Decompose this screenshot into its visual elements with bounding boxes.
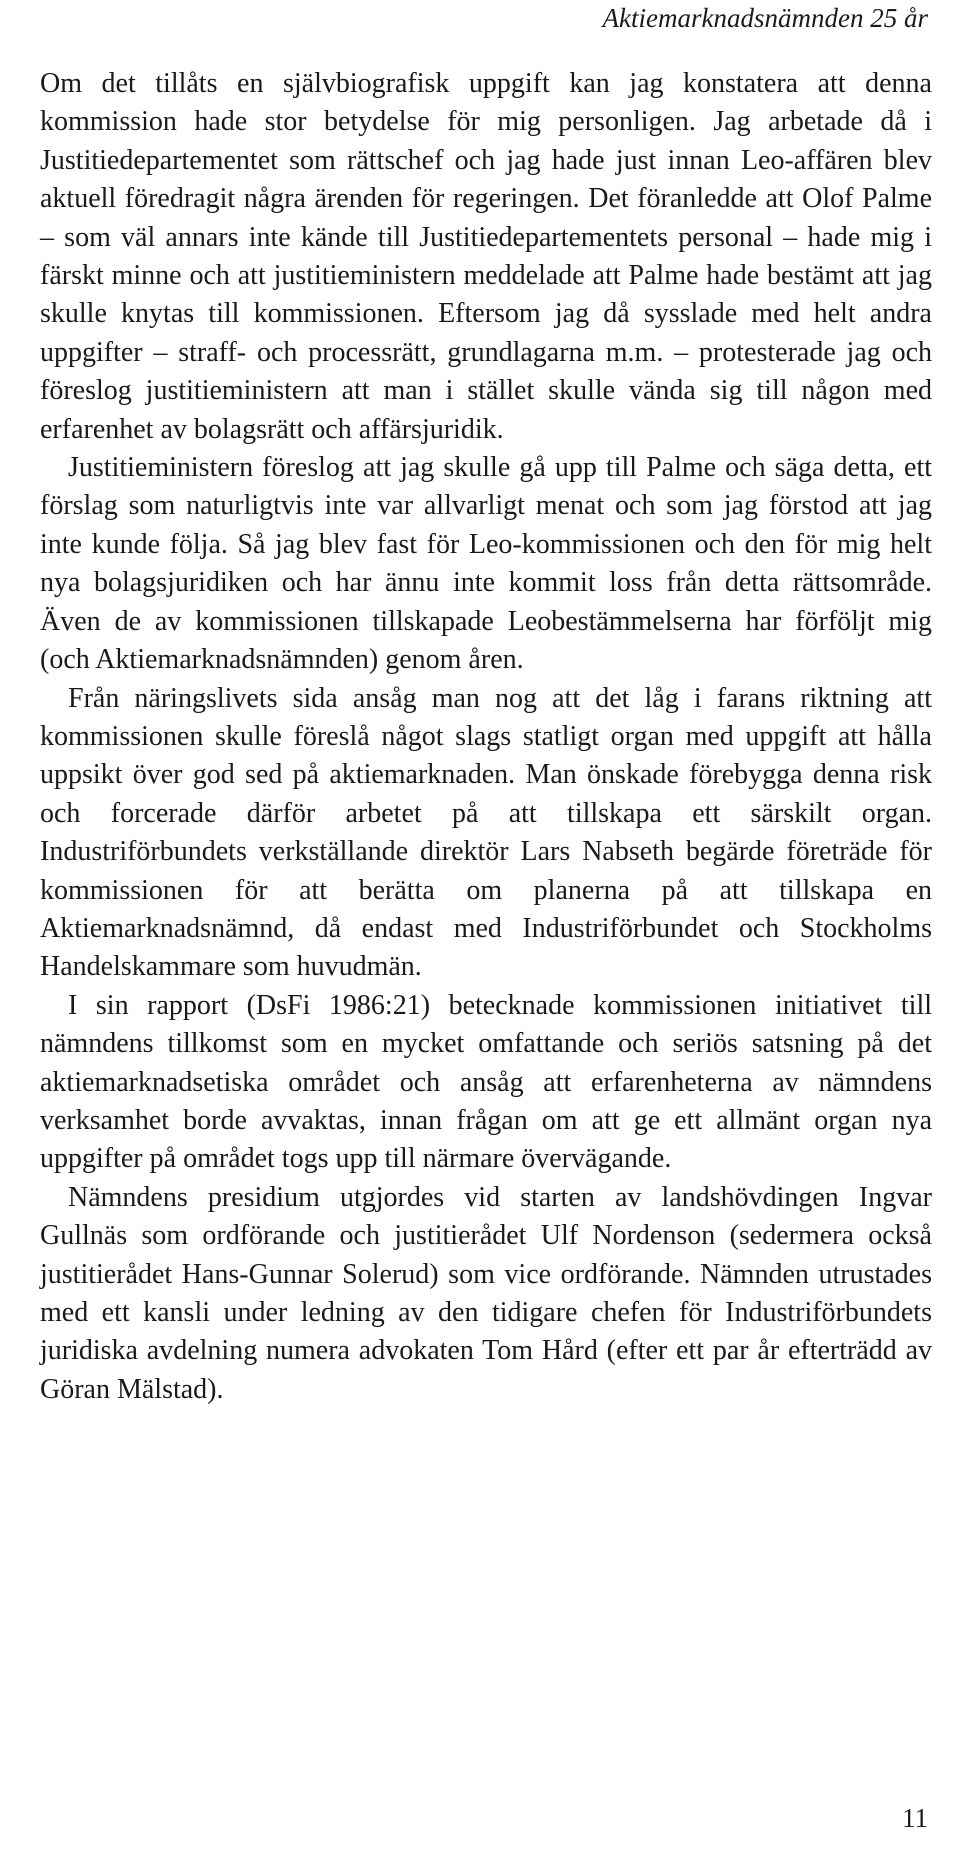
paragraph: Nämndens presidium utgjordes vid starten av landshövdingen Ingvar Gullnäs som ordförande och justitierådet Ulf Nordenson (sedermera också justitierådet Hans-Gunnar Solerud) som vice ordförande. Nämnden utrustades med ett kansli under ledning av den tidigare chefen för Industriförbundets juridiska avdelning numera advokaten Tom Hård (efter ett par år efterträdd av Göran Mälstad).	[40, 1181, 932, 1405]
body-text	[40, 65, 932, 1409]
running-header: Aktiemarknadsnämnden 25 år	[602, 3, 928, 33]
paragraph: Om det tillåts en självbiografisk uppgift kan jag konstatera att denna kommission hade stor betydelse för mig personligen. Jag arbetade då i Justitiedepartementet som rättschef och jag hade just innan Leo-affären blev aktuell föredragit några ärenden för regeringen. Det föranledde att Olof Palme – som väl annars inte kände till Justitiedepartementets personal – hade mig i färskt minne och att justitieministern meddelade att Palme hade bestämt att jag skulle knytas till kommissionen. Eftersom jag då sysslade med helt andra uppgifter – straff- och processrätt, grundlagarna m.m. – protesterade jag och föreslog justitieministern att man i stället skulle vända sig till någon med erfarenhet av bolagsrätt och affärsjuridik.	[40, 68, 932, 445]
paragraph: Justitieministern föreslog att jag skulle gå upp till Palme och säga detta, ett förslag som naturligtvis inte var allvarligt menat och som jag förstod att jag inte kunde följa. Så jag blev fast för Leo-kommissionen och den för mig helt nya bolagsjuridiken och har ännu inte kommit loss från detta rättsområde. Även de av kommissionen tillskapade Leobestämmelserna har förföljt mig (och Aktiemarknadsnämnden) genom åren.	[40, 452, 932, 676]
paragraph: Från näringslivets sida ansåg man nog att det låg i farans riktning att kommissionen skulle föreslå något slags statligt organ med uppgift att hålla uppsikt över god sed på aktiemarknaden. Man önskade förebygga denna risk och forcerade därför arbetet på att tillskapa ett särskilt organ. Industriförbundets verkställande direktör Lars Nabseth begärde företräde för kommissionen för att berätta om planerna på att tillskapa en Aktiemarknadsnämnd, då endast med Industriförbundet och Stockholms Handelskammare som huvudmän.	[40, 682, 932, 983]
page-number: 11	[902, 1803, 928, 1833]
paragraph: I sin rapport (DsFi 1986:21) betecknade kommissionen initiativet till nämndens tillkomst som en mycket omfattande och seriös satsning på det aktiemarknadsetiska området och ansåg att erfarenheterna av nämndens verksamhet borde avvaktas, innan frågan om att ge ett allmänt organ nya uppgifter på området togs upp till närmare övervägande.	[40, 989, 932, 1175]
